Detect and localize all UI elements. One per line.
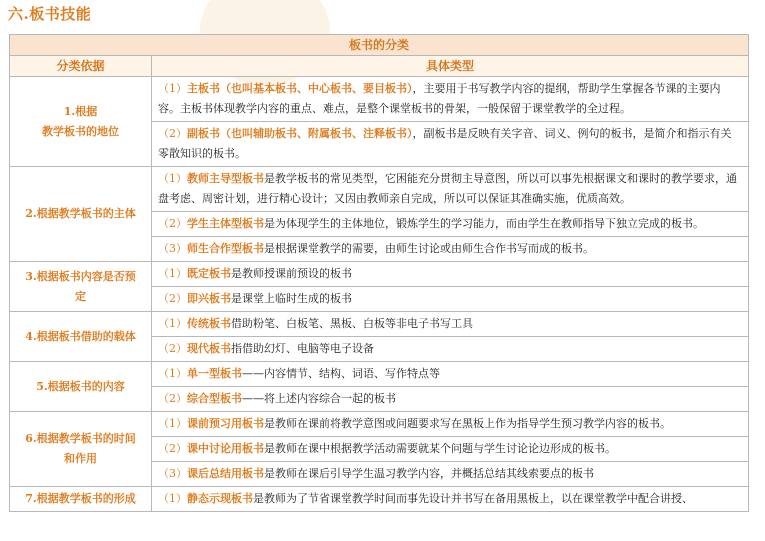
type-description: 是教师在课后引导学生温习教学内容，并概括总结其线索要点的板书 [264, 467, 594, 480]
type-index: （3） [158, 242, 187, 255]
type-term: 副板书（也叫辅助板书、附属板书、注释板书） [187, 127, 413, 140]
table-row [10, 412, 749, 437]
type-cell [152, 167, 749, 212]
type-cell [152, 412, 749, 437]
type-description: ，主要用于书写教学内容的提纲，帮助学生掌握各节课的主要内容。主板书体现教学内容的重点、难点，是整个课堂板书的骨架，一般保留于课堂教学的全过程。 [158, 82, 721, 115]
category-cell [10, 487, 152, 512]
table-header-row [10, 56, 749, 77]
category-label-line: 1.根据 [63, 104, 98, 118]
type-term: 师生合作型板书 [187, 242, 264, 255]
type-cell [152, 487, 749, 512]
type-description: 是教师在课前将教学意图或问题要求写在黑板上作为指导学生预习教学内容的板书。 [264, 417, 671, 430]
type-index: （2） [158, 442, 187, 455]
type-index: （1） [158, 172, 187, 185]
type-description: 是教学板书的常见类型，它困能充分贯彻主导意图，所以可以事先根据课文和课时的教学要求，通盘考虑、周密计划，进行精心设计；又因由教师亲自完成，所以可以保证其准确实施，优质高效。 [158, 172, 737, 205]
type-term: 既定板书 [187, 267, 231, 280]
type-term: 学生主体型板书 [187, 217, 264, 230]
type-cell [152, 287, 749, 312]
category-cell [10, 412, 152, 487]
category-cell [10, 262, 152, 312]
category-cell [10, 362, 152, 412]
type-index: （1） [158, 317, 187, 330]
type-cell [152, 122, 749, 167]
type-term: 现代板书 [187, 342, 231, 355]
type-cell [152, 312, 749, 337]
category-label-line: 和作用 [64, 452, 97, 465]
type-cell [152, 362, 749, 387]
category-label-line: 3.根据板书内容是否预 [25, 269, 136, 283]
section-heading: 六.板书技能 [8, 5, 92, 23]
type-cell [152, 262, 749, 287]
type-term: 教师主导型板书 [187, 172, 264, 185]
type-index: （2） [158, 127, 187, 140]
category-cell [10, 312, 152, 362]
column-header-basis: 分类依据 [10, 56, 152, 77]
type-cell [152, 212, 749, 237]
table-row [10, 262, 749, 287]
type-cell [152, 237, 749, 262]
table-row [10, 77, 749, 122]
type-description: ——将上述内容综合一起的板书 [242, 392, 396, 405]
type-index: （3） [158, 467, 187, 480]
type-term: 综合型板书 [187, 392, 242, 405]
table-row [10, 362, 749, 387]
category-label-line: 7.根据教学板书的形成 [25, 492, 136, 505]
table-title: 板书的分类 [10, 35, 749, 56]
category-label-line: 2.根据教学板书的主体 [25, 207, 136, 220]
type-description: ，副板书是反映有关字音、词义、例句的板书，是简介和指示有关零散知识的板书。 [158, 127, 732, 160]
type-cell [152, 462, 749, 487]
type-index: （1） [158, 82, 187, 95]
type-index: （1） [158, 267, 187, 280]
type-description: 借助粉笔、白板笔、黑板、白板等非电子书写工具 [231, 317, 473, 330]
type-description: 是教师授课前预设的板书 [231, 267, 352, 280]
table-row [10, 312, 749, 337]
type-cell [152, 437, 749, 462]
type-cell [152, 337, 749, 362]
classification-table [9, 34, 749, 512]
type-index: （1） [158, 417, 187, 430]
type-term: 单一型板书 [187, 367, 242, 380]
table-row [10, 487, 749, 512]
category-cell [10, 77, 152, 167]
type-description: 指借助幻灯、电脑等电子设备 [231, 342, 374, 355]
type-index: （2） [158, 392, 187, 405]
table-title-row [10, 35, 749, 56]
type-cell [152, 387, 749, 412]
type-term: 传统板书 [187, 317, 231, 330]
type-index: （2） [158, 217, 187, 230]
type-index: （1） [158, 367, 187, 380]
type-term: 主板书（也叫基本板书、中心板书、要目板书） [187, 82, 413, 95]
type-cell [152, 77, 749, 122]
type-description: ——内容情节、结构、词语、写作特点等 [242, 367, 440, 380]
type-description: 是教师为了节省课堂教学时间而事先设计并书写在备用黑板上，以在课堂教学中配合讲授、 [253, 492, 693, 505]
type-term: 课中讨论用板书 [187, 442, 264, 455]
type-term: 课前预习用板书 [187, 417, 264, 430]
category-label-line: 5.根据板书的内容 [36, 379, 125, 393]
category-label-line: 教学板书的地位 [42, 124, 119, 138]
category-label-line: 6.根据教学板书的时间 [25, 432, 136, 445]
type-index: （1） [158, 492, 187, 505]
type-description: 是为体现学生的主体地位，锻炼学生的学习能力，而由学生在教师指导下独立完成的板书。 [264, 217, 704, 230]
type-description: 是根据课堂教学的需要，由师生讨论或由师生合作书写而成的板书。 [264, 242, 594, 255]
category-cell [10, 167, 152, 262]
category-label-line: 4.根据板书借助的载体 [25, 329, 136, 343]
type-term: 静态示现板书 [187, 492, 253, 505]
type-description: 是教师在课中根据教学活动需要就某个问题与学生讨论论边形成的板书。 [264, 442, 616, 455]
type-term: 课后总结用板书 [187, 467, 264, 480]
column-header-types: 具体类型 [152, 56, 749, 77]
type-term: 即兴板书 [187, 292, 231, 305]
type-index: （2） [158, 342, 187, 355]
type-index: （2） [158, 292, 187, 305]
table-row [10, 167, 749, 212]
type-description: 是课堂上临时生成的板书 [231, 292, 352, 305]
category-label-line: 定 [75, 289, 86, 303]
